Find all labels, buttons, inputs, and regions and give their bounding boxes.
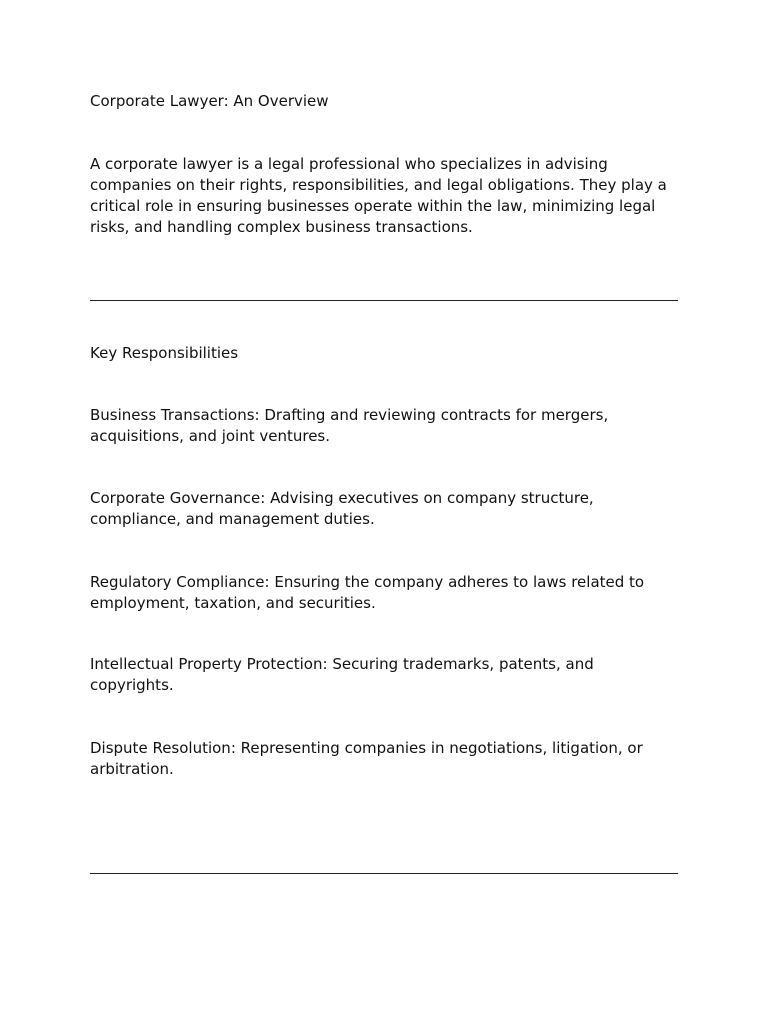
responsibility-item: Business Transactions: Drafting and reviewing contracts for mergers, acquisitions, and joint ventures. bbox=[90, 406, 609, 445]
horizontal-divider bbox=[90, 873, 678, 874]
intro-paragraph: A corporate lawyer is a legal professional who specializes in advising companies on their rights, responsibilities, and legal obligations. They play a critical role in ensuring businesses operate within the law, minimizing legal risks, and handling complex business transactions. bbox=[90, 155, 667, 236]
responsibility-item: Corporate Governance: Advising executives on company structure, compliance, and management duties. bbox=[90, 489, 594, 528]
horizontal-divider bbox=[90, 300, 678, 301]
section-heading: Key Responsibilities bbox=[90, 344, 239, 362]
responsibility-item: Intellectual Property Protection: Securing trademarks, patents, and copyrights. bbox=[90, 655, 594, 694]
responsibility-item: Regulatory Compliance: Ensuring the company adheres to laws related to employment, taxation, and securities. bbox=[90, 573, 645, 612]
responsibility-item: Dispute Resolution: Representing companies in negotiations, litigation, or arbitration. bbox=[90, 739, 643, 778]
document-title: Corporate Lawyer: An Overview bbox=[90, 92, 329, 110]
